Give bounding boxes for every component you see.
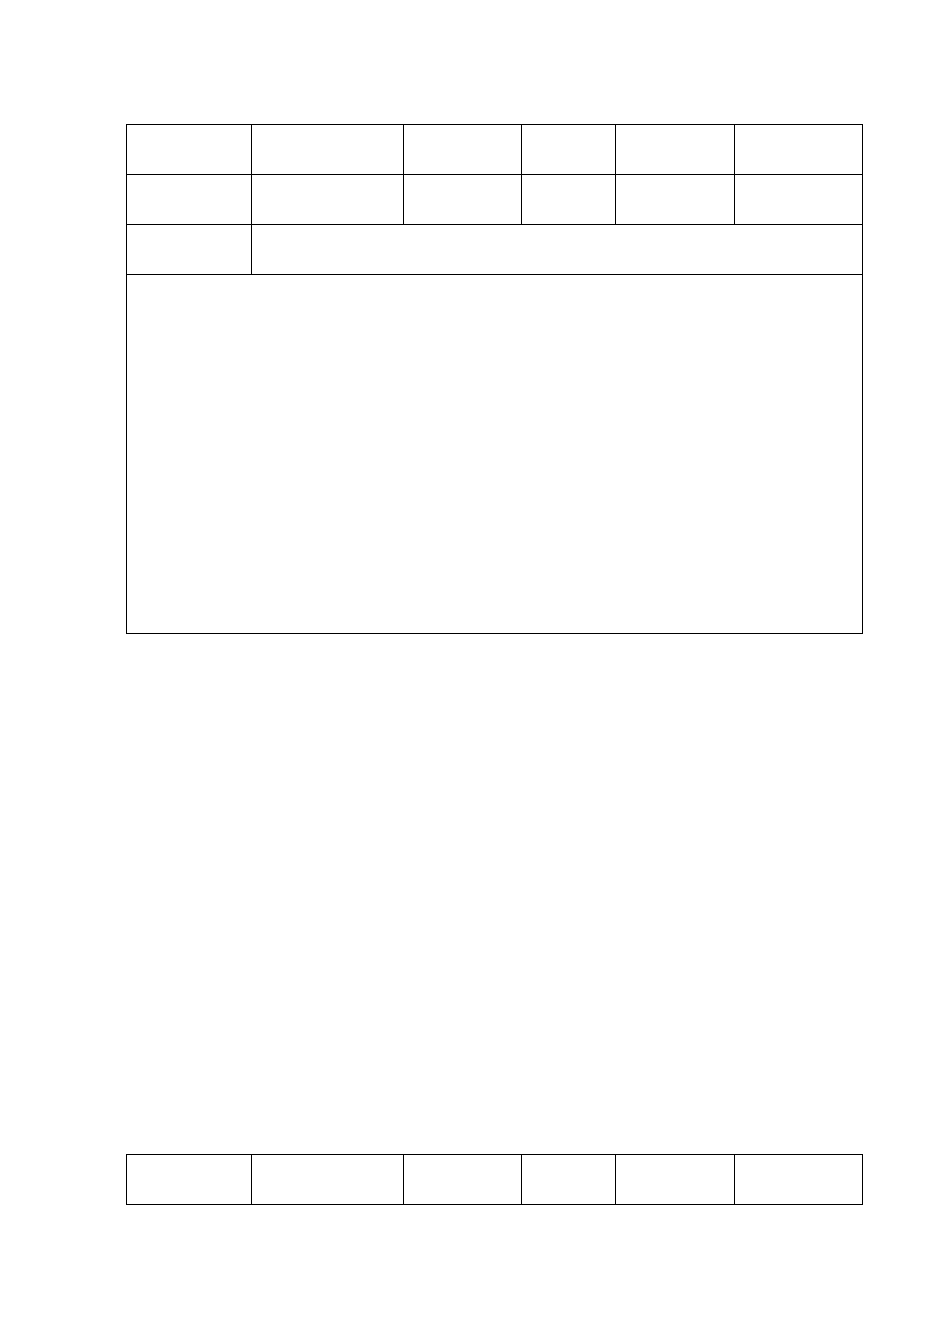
process-step-2 xyxy=(136,345,862,381)
squad-value xyxy=(522,125,616,175)
activity-record-table-week3 xyxy=(126,1154,863,1205)
time-value xyxy=(252,175,404,225)
process-step-5 xyxy=(136,597,862,633)
process-title xyxy=(136,275,862,299)
habit-10 xyxy=(136,381,862,417)
counselor-label xyxy=(616,125,735,175)
week-value xyxy=(252,125,404,175)
location-label xyxy=(404,175,522,225)
week-label xyxy=(127,125,252,175)
location-value xyxy=(522,175,616,225)
discussion-question-1 xyxy=(136,453,862,489)
squad-label xyxy=(404,125,522,175)
host-value xyxy=(735,175,863,225)
step-number xyxy=(136,561,202,597)
squad-label xyxy=(404,1155,522,1205)
host-label xyxy=(616,175,735,225)
theme-value xyxy=(252,225,863,275)
counselor-label xyxy=(616,1155,735,1205)
activity-record-table-week2 xyxy=(126,124,863,634)
table-row xyxy=(127,175,863,225)
process-step-4 xyxy=(136,561,862,597)
discussion-question-3 xyxy=(136,525,862,561)
table-row xyxy=(127,225,863,275)
table-row xyxy=(127,275,863,634)
counselor-value xyxy=(735,125,863,175)
week-value xyxy=(252,1155,404,1205)
time-label xyxy=(127,175,252,225)
squad-value xyxy=(522,1155,616,1205)
week-label xyxy=(127,1155,252,1205)
discussion-question-2 xyxy=(136,489,862,525)
theme-label xyxy=(127,225,252,275)
step-number xyxy=(136,309,202,345)
process-step-1 xyxy=(136,309,862,345)
table-row xyxy=(127,1155,863,1205)
activity-process-cell xyxy=(127,275,863,634)
table-row xyxy=(127,125,863,175)
counselor-value xyxy=(735,1155,863,1205)
process-step-3 xyxy=(136,417,862,453)
